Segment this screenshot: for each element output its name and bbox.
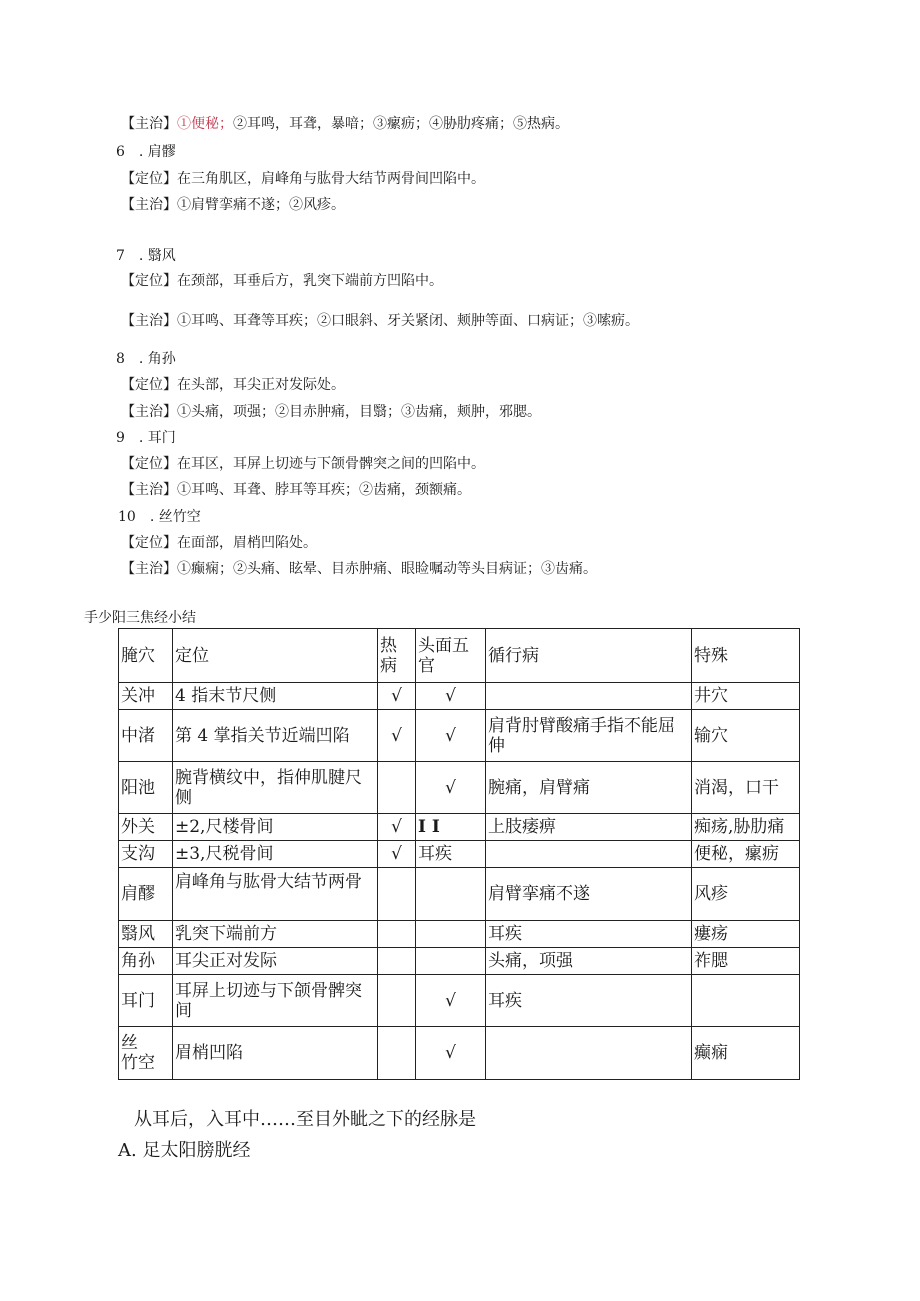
table-cell bbox=[378, 1027, 416, 1080]
header-cell: 定位 bbox=[173, 629, 378, 683]
table-cell: 耳疾 bbox=[486, 975, 692, 1027]
table-row bbox=[119, 921, 800, 948]
table-cell: √ bbox=[416, 762, 486, 814]
table-cell: √ bbox=[378, 841, 416, 868]
table-cell: 上肢痿痹 bbox=[486, 814, 692, 841]
table-cell: √ bbox=[378, 710, 416, 762]
table-cell: √ bbox=[416, 683, 486, 710]
table-cell: 关冲 bbox=[119, 683, 173, 710]
table-cell: 耳疾 bbox=[416, 841, 486, 868]
table-cell: 井穴 bbox=[692, 683, 800, 710]
table-cell: 眉梢凹陷 bbox=[173, 1027, 378, 1080]
table-cell: √ bbox=[416, 710, 486, 762]
table-cell: 耳疾 bbox=[486, 921, 692, 948]
question-option-a[interactable]: A. 足太阳膀胱经 bbox=[118, 1140, 251, 1161]
table-cell: 癫痫 bbox=[692, 1027, 800, 1080]
point-7-zhuzhi: 【主治】①耳鸣、耳聋等耳疾；②口眼斜、牙关紧闭、颊肿等面、口病证；③嗦疬。 bbox=[121, 313, 639, 329]
table-cell bbox=[486, 683, 692, 710]
table-cell: 丝 竹空 bbox=[119, 1027, 173, 1080]
summary-table bbox=[118, 628, 800, 1080]
header-cell: 腌穴 bbox=[119, 629, 173, 683]
table-cell: 第 4 掌指关节近端凹陷 bbox=[173, 710, 378, 762]
header-cell: 特殊 bbox=[692, 629, 800, 683]
table-cell: 支沟 bbox=[119, 841, 173, 868]
table-cell: 肩臂挛痛不遂 bbox=[486, 868, 692, 921]
table-row bbox=[119, 841, 800, 868]
table-row bbox=[119, 975, 800, 1027]
table-cell bbox=[378, 762, 416, 814]
table-cell: 祚腮 bbox=[692, 948, 800, 975]
table-cell bbox=[692, 975, 800, 1027]
point-7-dingwei: 【定位】在颈部，耳垂后方，乳突下端前方凹陷中。 bbox=[121, 273, 443, 289]
table-cell bbox=[486, 1027, 692, 1080]
table-row bbox=[119, 762, 800, 814]
point-8-heading: 8 . 角孙 bbox=[116, 351, 176, 367]
table-cell: I I bbox=[416, 814, 486, 841]
point-10-heading: 10 . 丝竹空 bbox=[118, 509, 201, 525]
table-cell: 肩醪 bbox=[119, 868, 173, 921]
table-cell: 消渴，口干 bbox=[692, 762, 800, 814]
zhuzhi-label: 【主治】 bbox=[121, 116, 177, 132]
table-header-row bbox=[119, 629, 800, 683]
table-cell: 腕背横纹中，指伸肌腱尺侧 bbox=[173, 762, 378, 814]
table-cell bbox=[486, 841, 692, 868]
table-cell: 乳突下端前方 bbox=[173, 921, 378, 948]
table-cell: 耳尖正对发际 bbox=[173, 948, 378, 975]
point-6-heading: 6 . 肩髎 bbox=[116, 144, 176, 160]
point-7-heading: 7 . 翳风 bbox=[116, 248, 176, 264]
point-6-dingwei: 【定位】在三角肌区，肩峰角与肱骨大结节两骨间凹陷中。 bbox=[121, 171, 485, 187]
summary-caption: 手少阳三焦经小结 bbox=[84, 610, 196, 626]
table-cell: 输穴 bbox=[692, 710, 800, 762]
table-cell: ±3,尺税骨间 bbox=[173, 841, 378, 868]
header-cell: 热病 bbox=[378, 629, 416, 683]
table-cell bbox=[378, 921, 416, 948]
table-cell: ±2,尺楼骨间 bbox=[173, 814, 378, 841]
table-cell bbox=[416, 921, 486, 948]
zhuzhi-highlight: ①便秘； bbox=[177, 116, 233, 132]
table-cell: 角孙 bbox=[119, 948, 173, 975]
header-cell: 循行病 bbox=[486, 629, 692, 683]
table-cell bbox=[416, 948, 486, 975]
table-row bbox=[119, 1027, 800, 1080]
table-cell bbox=[416, 868, 486, 921]
zhuzhi-rest: ②耳鸣，耳聋，暴喑；③瘰疬；④胁肋疼痛；⑤热病。 bbox=[233, 116, 569, 132]
table-cell: √ bbox=[378, 683, 416, 710]
point-8-dingwei: 【定位】在头部，耳尖正对发际处。 bbox=[121, 377, 345, 393]
table-cell: 耳门 bbox=[119, 975, 173, 1027]
table-cell: 翳风 bbox=[119, 921, 173, 948]
table-cell: √ bbox=[378, 814, 416, 841]
table-cell: 4 指末节尺侧 bbox=[173, 683, 378, 710]
table-cell: 便秘，瘰疬 bbox=[692, 841, 800, 868]
table-row bbox=[119, 814, 800, 841]
table-cell: 耳屏上切迹与下颌骨髀突间 bbox=[173, 975, 378, 1027]
table-cell: 中渚 bbox=[119, 710, 173, 762]
table-cell: 腕痛，肩臂痛 bbox=[486, 762, 692, 814]
table-cell: √ bbox=[416, 1027, 486, 1080]
table-cell bbox=[378, 975, 416, 1027]
table-cell: √ bbox=[416, 975, 486, 1027]
table-row bbox=[119, 710, 800, 762]
table-cell: 风疹 bbox=[692, 868, 800, 921]
table-cell: 阳池 bbox=[119, 762, 173, 814]
header-cell: 头面五官 bbox=[416, 629, 486, 683]
table-cell bbox=[378, 868, 416, 921]
point-8-zhuzhi: 【主治】①头痛，项强；②目赤肿痛，目翳；③齿痛，颊肿，邪腮。 bbox=[121, 404, 541, 420]
table-cell: 肩峰角与肱骨大结节两骨 bbox=[173, 868, 378, 921]
point-9-zhuzhi: 【主治】①耳鸣、耳聋、脖耳等耳疾；②齿痛，颈额痛。 bbox=[121, 482, 471, 498]
point-10-zhuzhi: 【主治】①癫痫；②头痛、眩晕、目赤肿痛、眼睑嘱动等头目病证；③齿痛。 bbox=[121, 561, 597, 577]
table-row bbox=[119, 868, 800, 921]
question-stem: 从耳后，入耳中……至目外眦之下的经脉是 bbox=[134, 1109, 476, 1130]
point-9-dingwei: 【定位】在耳区，耳屏上切迹与下颌骨髀突之间的凹陷中。 bbox=[121, 456, 485, 472]
table-row bbox=[119, 683, 800, 710]
table-row bbox=[119, 948, 800, 975]
table-cell bbox=[378, 948, 416, 975]
table-cell: 外关 bbox=[119, 814, 173, 841]
zhuzhi-line-5 bbox=[121, 114, 569, 134]
table-cell: 痴疡,胁肋痛 bbox=[692, 814, 800, 841]
point-10-dingwei: 【定位】在面部，眉梢凹陷处。 bbox=[121, 535, 317, 551]
point-6-zhuzhi: 【主治】①肩臂挛痛不遂；②风疹。 bbox=[121, 197, 345, 213]
point-9-heading: 9 . 耳门 bbox=[116, 430, 176, 446]
table-cell: 瘻疡 bbox=[692, 921, 800, 948]
table-cell: 肩背肘臂酸痛手指不能屈伸 bbox=[486, 710, 692, 762]
table-cell: 头痛，项强 bbox=[486, 948, 692, 975]
